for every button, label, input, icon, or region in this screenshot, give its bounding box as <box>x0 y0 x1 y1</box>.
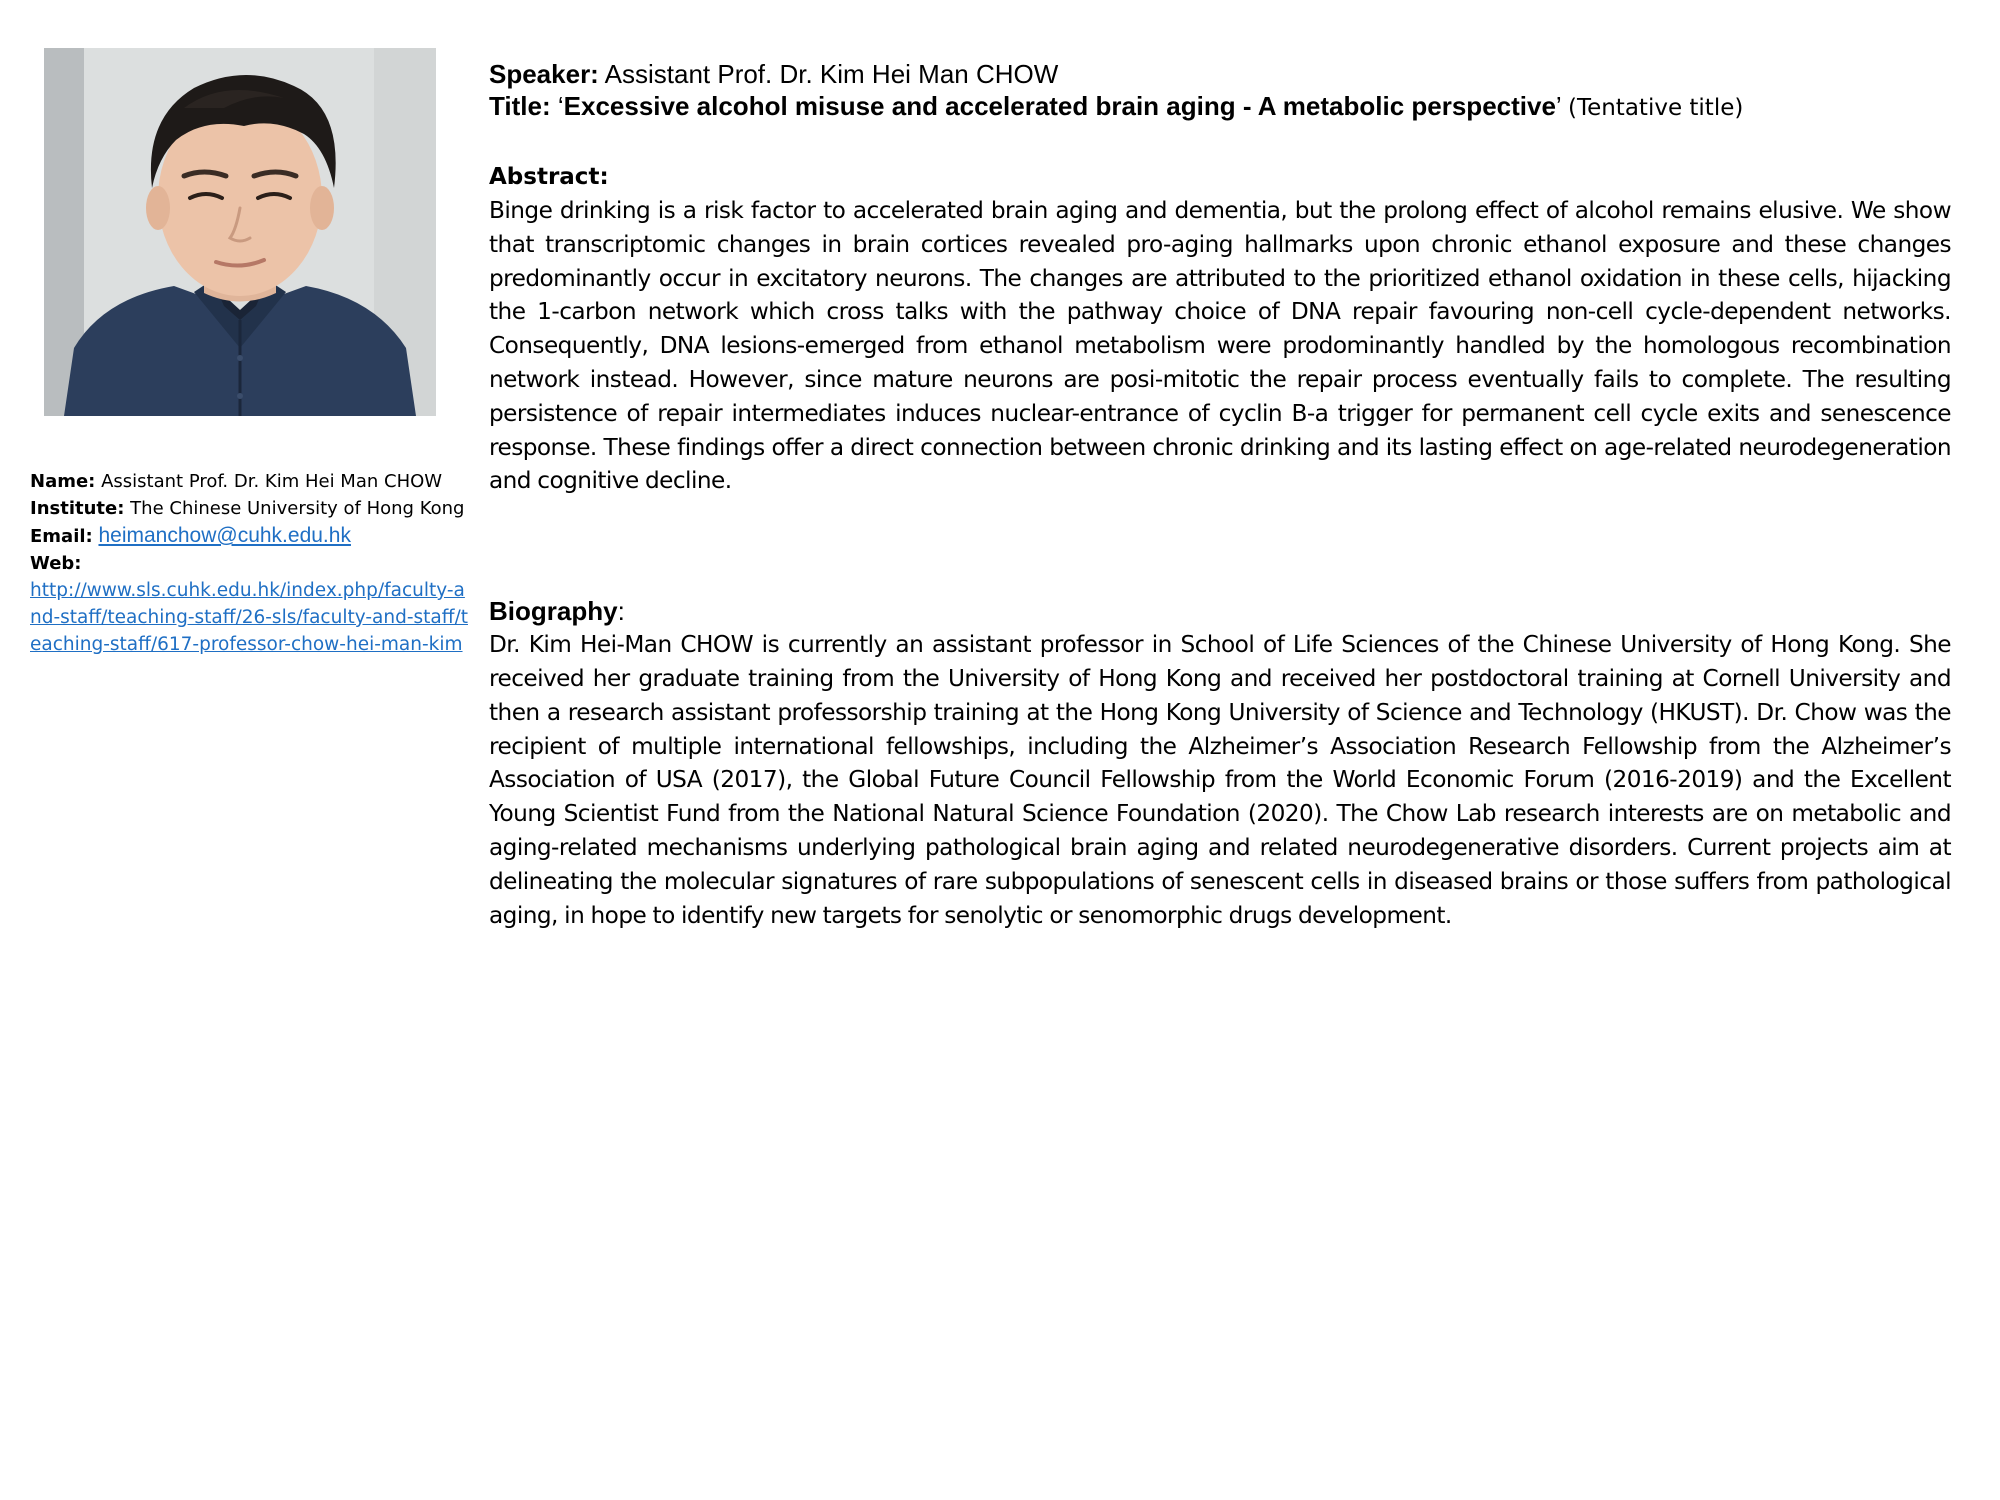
institute-row <box>30 495 470 522</box>
speaker-contact-card <box>30 468 470 658</box>
biography-heading: Biography <box>489 596 618 627</box>
institute-label: Institute: <box>30 498 125 519</box>
main-content <box>489 58 1951 932</box>
biography-heading-colon: : <box>617 596 625 627</box>
speaker-value: Assistant Prof. Dr. Kim Hei Man CHOW <box>604 59 1059 89</box>
speaker-line <box>489 58 1951 90</box>
talk-title: Excessive alcohol misuse and accelerated brain aging - A metabolic perspective <box>563 91 1556 121</box>
title-note: (Tentative title) <box>1567 95 1744 121</box>
name-value: Assistant Prof. Dr. Kim Hei Man CHOW <box>101 471 443 492</box>
name-row <box>30 468 470 495</box>
email-link[interactable]: heimanchow@cuhk.edu.hk <box>98 524 351 547</box>
web-label: Web: <box>30 553 82 574</box>
speaker-label: Speaker: <box>489 59 599 89</box>
institute-value: The Chinese University of Hong Kong <box>130 498 465 519</box>
title-close-quote: ’ <box>1555 91 1561 121</box>
abstract-text: Binge drinking is a risk factor to accelerated brain aging and dementia, but the prolong effect of alcohol remains elusive. We show that transcriptomic changes in brain cortices revealed pro-aging hallmarks upon chronic ethanol exposure and these changes predominantly occur in excitatory neurons. The changes are attributed to the prioritized ethanol oxidation in these cells, hijacking the 1-carbon network which cross talks with the pathway choice of DNA repair favouring non-cell cycle-dependent networks. Consequently, DNA lesions-emerged from ethanol metabolism were prodominantly handled by the homologous recombination network instead. However, since mature neurons are posi-mitotic the repair process eventually fails to complete. The resulting persistence of repair intermediates induces nuclear-entrance of cyclin B-a trigger for permanent cell cycle exits and senescence response. These findings offer a direct connection between chronic drinking and its lasting effect on age-related neurodegeneration and cognitive decline. <box>489 197 1951 495</box>
title-open-quote: ‘ <box>557 91 564 121</box>
email-row <box>30 522 470 550</box>
abstract-heading: Abstract: <box>489 164 609 190</box>
title-label: Title: <box>489 91 551 121</box>
talk-title-line <box>489 90 1951 124</box>
web-row <box>30 550 470 577</box>
speaker-photo <box>44 48 436 416</box>
web-link[interactable]: http://www.sls.cuhk.edu.hk/index.php/faculty-and-staff/teaching-staff/26-sls/faculty-and-staff/teaching-staff/617-professor-chow-hei-man-kim <box>30 580 468 655</box>
email-label: Email: <box>30 526 93 547</box>
biography-heading-line <box>489 594 1951 628</box>
name-label: Name: <box>30 471 96 492</box>
biography-text: Dr. Kim Hei-Man CHOW is currently an assistant professor in School of Life Sciences of the Chinese University of Hong Kong. She received her graduate training from the University of Hong Kong and received her postdoctoral training at Cornell University and then a research assistant professorship training at the Hong Kong University of Science and Technology (HKUST). Dr. Chow was the recipient of multiple international fellowships, including the Alzheimer’s Association Research Fellowship from the Alzheimer’s Association of USA (2017), the Global Future Council Fellowship from the World Economic Forum (2016-2019) and the Excellent Young Scientist Fund from the National Natural Science Foundation (2020). The Chow Lab research interests are on metabolic and aging-related mechanisms underlying pathological brain aging and related neurodegenerative disorders. Current projects aim at delineating the molecular signatures of rare subpopulations of senescent cells in diseased brains or those suffers from pathological aging, in hope to identify new targets for senolytic or senomorphic drugs development. <box>489 631 1951 929</box>
